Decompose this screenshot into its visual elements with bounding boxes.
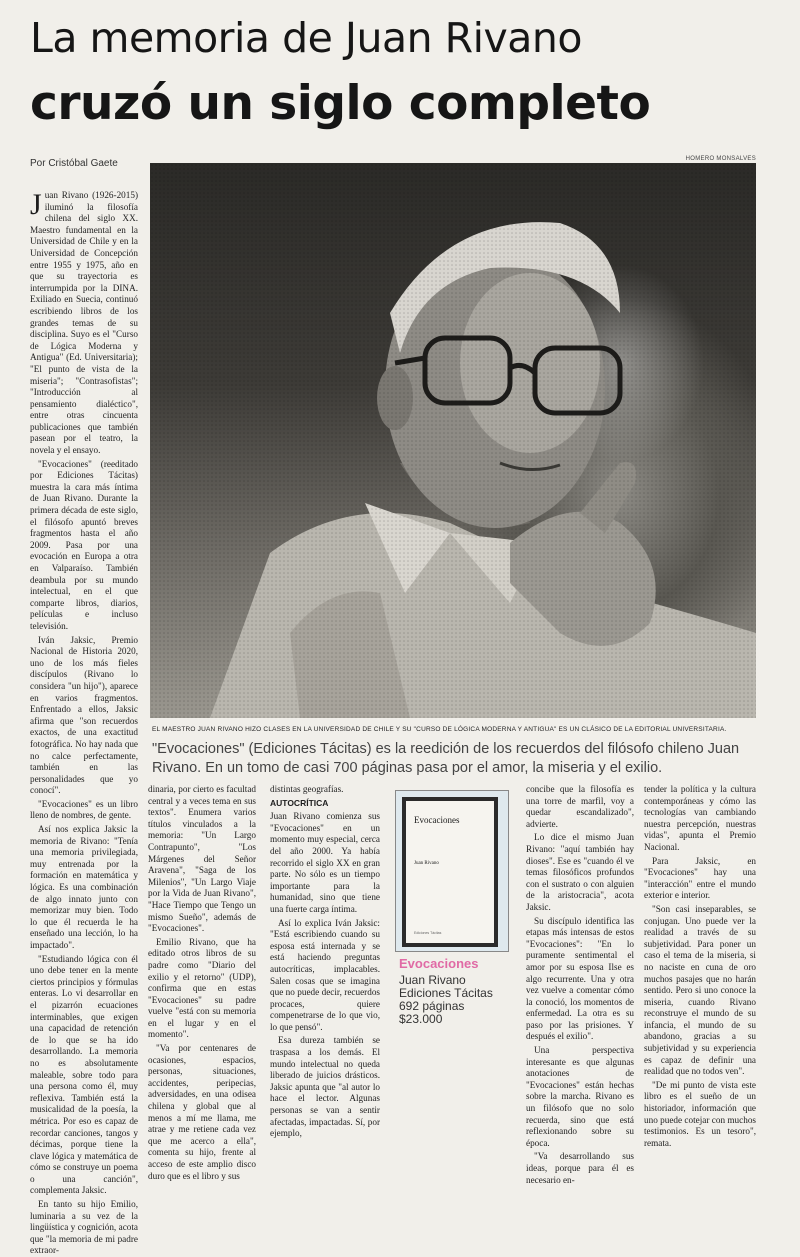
- book-title: Evocaciones: [399, 956, 479, 971]
- paragraph: Una perspectiva interesante es que algunas anotaciones de "Evocaciones" están hechas sobre la marcha. Rivano es un filósofo que no solo recuerda, sino que está reflexionando sobre su época.: [526, 1045, 634, 1148]
- paragraph: Lo dice el mismo Juan Rivano: "aquí también hay dioses". Ese es "cuando él ve temas filosóficos profundos con el sustrato o con alguien de la aristocracia", acota Jaksic.: [526, 832, 634, 912]
- paragraph: Así lo explica Iván Jaksic: "Está escribiendo cuando su esposa está internada y se está haciendo preguntas autocríticas, implacables. Salen cosas que se imagina que no puede decir, recuerdos procaces, quiere compenetrarse de lo que vio, lo que pensó".: [270, 917, 380, 1032]
- book-info-box: [395, 790, 519, 1090]
- book-cover-frame: [395, 790, 509, 952]
- paragraph: Emilio Rivano, que ha editado otros libros de su padre como "Diario del exilio y el retorno" (UDP), confirma que en estas "Evocaciones" su padre vuelve "está con su memoria en el lugar y en el momento".: [148, 936, 256, 1040]
- paragraph: "Evocaciones" (reeditado por Ediciones Tácitas) muestra la cara más íntima de Juan Rivano. Durante la primera década de este siglo, el filósofo apuntó breves fragmentos hasta el año 2009. Pasa por una evocación en Europa a otra en Valparaíso. También deambula por su mundo intelectual, en el que comparte libros, diarios, películas e incluso televisión.: [30, 458, 138, 631]
- book-cover: [402, 797, 498, 947]
- book-publisher: Ediciones Tácitas: [399, 986, 493, 1000]
- paragraph: "Son casi inseparables, se conjugan. Uno puede ver la realidad a través de su subjetividad. Para poner un caso el tema de la miseria, si no naciste en cuna de oro muchos pasajes que no harán sentido. Pero si uno conoce la miseria, cuando Rivano reconstruye el mundo de su infancia, el mundo de su abandono, gracias a su subjetividad y su experiencia es capaz de definir una realidad que no todos ven".: [644, 903, 756, 1077]
- paragraph: Iván Jaksic, Premio Nacional de Historia 2020, uno de los más fieles discípulos (Rivano lo considera "un hijo"), aparece en varios fragmentos. Enfrentado a ellos, Jaksic afirma que "son recuerdos exactos, de una exactitud fotográfica. No hay nada que no calce perfectamente, también en las personalidades que yo conocí".: [30, 634, 138, 796]
- paragraph: Así nos explica Jaksic la memoria de Rivano: "Tenía una memoria privilegiada, muy entrenada por la formación en matemática y lógica. Es una combinación de algo innato junto con memorizar muy bien. Todo lo que él recuerda le ha enseñado una lección, lo ha impactado".: [30, 824, 138, 950]
- article-column-5: [644, 784, 756, 1148]
- headline-line-2: cruzó un siglo completo: [30, 76, 651, 131]
- paragraph: concibe que la filosofía es una torre de marfil, voy a quedar escandalizado", advierte.: [526, 784, 634, 829]
- paragraph: distintas geografías.: [270, 784, 344, 794]
- article-column-3: [270, 784, 380, 1139]
- article-deck: "Evocaciones" (Ediciones Tácitas) es la reedición de los recuerdos del filósofo chileno Juan Rivano. En un tomo de casi 700 páginas pasa por el amor, la miseria y el exilio.: [152, 741, 740, 776]
- subhead: AUTOCRÍTICA: [270, 797, 329, 808]
- book-pages: 692 páginas: [399, 999, 465, 1013]
- paragraph: Juan Rivano (1926-2015) iluminó la filosofía chilena del siglo XX. Maestro fundamental en la Universidad de Chile y en la Universidad de Concepción entre 1955 y 1975, año en que su trayectoria es interrumpida por la DINA. Exiliado en Suecia, continuó escribiendo libros de los grandes temas de su disciplina. Suyo es el "Curso de Lógica Moderna y Antigua" (Ed. Universitaria); "El punto de vista de la miseria"; "Contrasofistas"; "Introducción al pensamiento dialéctico", entre otras cincuenta publicaciones que también pasean por el teatro, la novela y el ensayo.: [30, 188, 138, 456]
- paragraph: "Estudiando lógica con él uno debe tener en la mente ciertos principios y fórmulas enteras. Lo vi desarrollar en el pizarrón ecuaciones interminables, que exigen una capacidad de retención de lo que se ha ido desarrollando. La memoria no es absolutamente maleable, sobre todo para una persona como él, muy reflexiva. También está la musicalidad de la poesía, la métrica. Por eso es capaz de recordar canciones, tangos y décimas, porque tiene la clave lógica y matemática de cómo se construye un poema o una canción", complementa Jaksic.: [30, 953, 138, 1196]
- drop-cap: J: [30, 188, 42, 221]
- paragraph: Esa dureza también se traspasa a los demás. El mundo intelectual no queda liberado de juicios drásticos. Jaksic apunta que "al autor lo hace el lector. Algunas personas se van a sentir afectadas, impactadas. Sí, por ejemplo,: [270, 1035, 380, 1139]
- article-column-2: [148, 784, 256, 1181]
- paragraph: En tanto su hijo Emilio, luminaria a su vez de la lingüística y cognición, acota que "la memoria de mi padre extraor-: [30, 1199, 138, 1256]
- paragraph: dinaria, por cierto es facultad central y a veces tema en sus textos". Enumera varios títulos vinculados a la memoria: "Un Largo Contrapunto", "Los Márgenes del Señor Aravena", "Saga de los Milenios", "Un Largo Viaje por la Vida de Juan Rivano", "Hace Tiempo que Tengo un mismo Sueño", además de "Evocaciones".: [148, 784, 256, 934]
- paragraph: tender la política y la cultura contemporáneas y cómo las tecnologías van cambiando nuestra percepción, nuestras vidas", apunta el Premio Nacional.: [644, 784, 756, 852]
- photo-caption: EL MAESTRO JUAN RIVANO HIZO CLASES EN LA UNIVERSIDAD DE CHILE Y SU "CURSO DE LÓGICA MODERNA Y ANTIGUA" ES UN CLÁSICO DE LA EDITORIAL UNIVERSITARIA.: [152, 726, 727, 733]
- book-details: [399, 956, 493, 1026]
- book-cover-publisher: Ediciones Tácitas: [414, 931, 442, 935]
- portrait-photo: [150, 163, 756, 718]
- book-author: Juan Rivano: [399, 973, 466, 987]
- article-column-4: [526, 784, 634, 1185]
- byline: Por Cristóbal Gaete: [30, 158, 118, 169]
- paragraph: "Va por centenares de ocasiones, espacios, personas, situaciones, accidentes, peripecias, adversidades, en una odisea chilena y global que al menos a mí me llama, me atrae y me retiene cada vez que me acerco a ella", comenta su hijo, frente al acceso de este amplio disco duro que es el libro y sus: [148, 1043, 256, 1181]
- paragraph: Para Jaksic, en "Evocaciones" hay una "interacción" entre el mundo exterior e interior.: [644, 855, 756, 901]
- paragraph: Juan Rivano comienza sus "Evocaciones" en un momento muy especial, cerca del año 2000. Ya había recorrido el siglo XX en gran parte. No sólo es un tiempo importante para la humanidad, sino que tiene una fuerte carga íntima.: [270, 811, 380, 914]
- article-column-1: [30, 188, 138, 1256]
- book-cover-title: Evocaciones: [414, 815, 460, 825]
- headline-line-1: La memoria de Juan Rivano: [30, 14, 582, 62]
- portrait-illustration: [150, 163, 756, 718]
- paragraph: "Evocaciones" es un libro lleno de nombres, de gente.: [30, 798, 138, 821]
- paragraph: "Va desarrollando sus ideas, porque para él es necesario en-: [526, 1151, 634, 1185]
- book-cover-author: Juan Rivano: [414, 861, 439, 866]
- photo-credit: HOMERO MONSALVES: [685, 156, 756, 162]
- book-price: $23.000: [399, 1012, 443, 1026]
- paragraph: Su discípulo identifica las etapas más intensas de estos "Evocaciones": "En lo puramente sentimental el amor por su esposa Ilse es algo recurrente. Una y otra vez vuelve a comentar cómo la conoció, los momentos de enfermedad. La otra es su paso por las prisiones. Y después el exilio".: [526, 915, 634, 1042]
- paragraph: "De mi punto de vista este libro es el sueño de un historiador, información que uno puede cotejar con muchos testimonios. Es un tesoro", remata.: [644, 1079, 756, 1148]
